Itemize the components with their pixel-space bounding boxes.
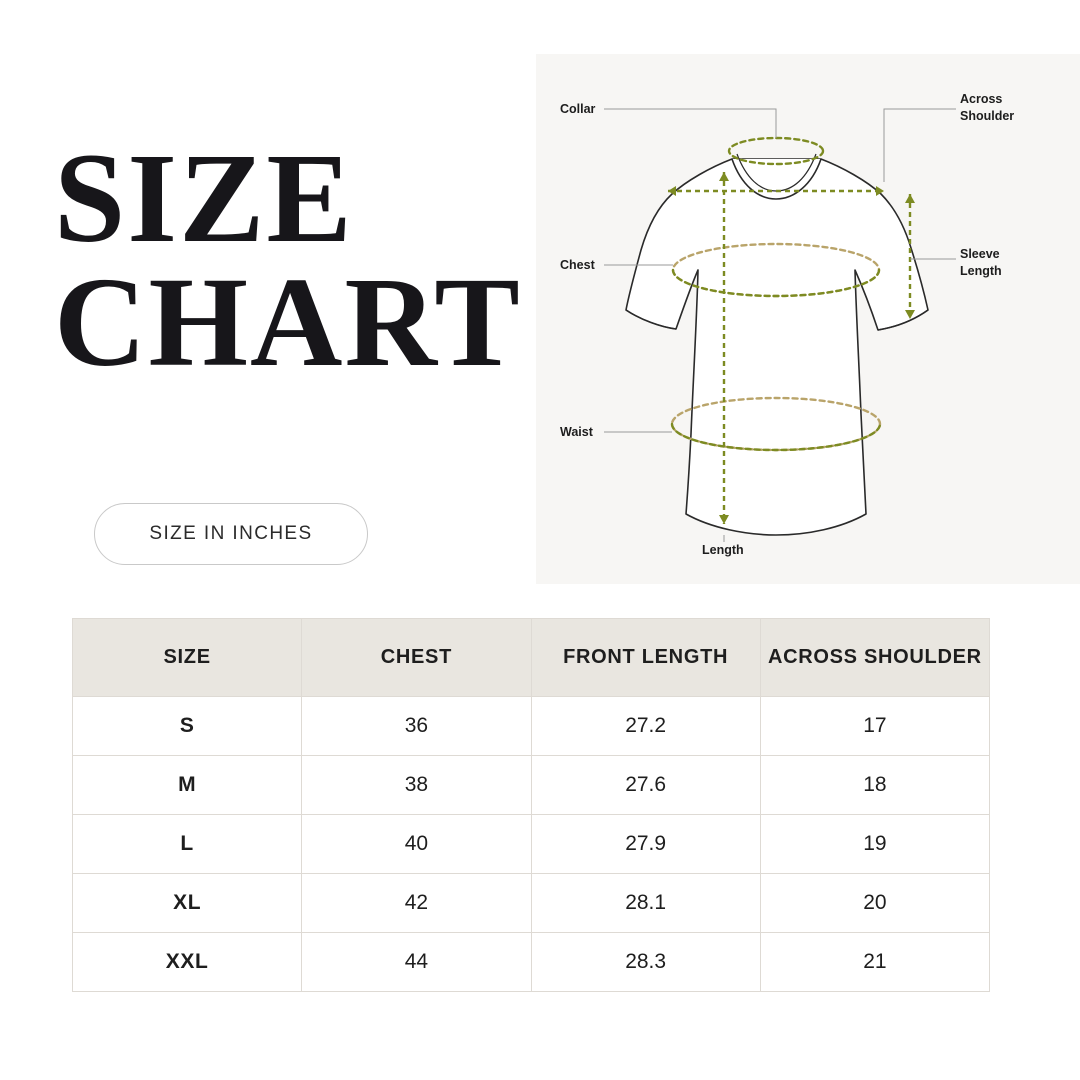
size-table-container: [72, 618, 990, 992]
cell-chest: 38: [302, 756, 531, 815]
cell-across-shoulder: 20: [760, 874, 989, 933]
table-row: [73, 933, 990, 992]
cell-front-length: 28.3: [531, 933, 760, 992]
tshirt-measurement-illustration: [536, 54, 1080, 584]
annotation-sleeve-length-line-2: Length: [960, 264, 1002, 278]
column-header-size: SIZE: [73, 619, 302, 697]
table-header-row: [73, 619, 990, 697]
cell-across-shoulder: 19: [760, 815, 989, 874]
cell-chest: 36: [302, 697, 531, 756]
cell-size: XL: [73, 874, 302, 933]
table-row: [73, 697, 990, 756]
cell-chest: 42: [302, 874, 531, 933]
column-header-across-shoulder: ACROSS SHOULDER: [760, 619, 989, 697]
annotation-length: Length: [702, 543, 744, 557]
cell-front-length: 27.9: [531, 815, 760, 874]
table-row: [73, 874, 990, 933]
cell-size: XXL: [73, 933, 302, 992]
page-title-line-2: CHART: [54, 250, 522, 393]
annotation-waist: Waist: [560, 425, 593, 439]
cell-across-shoulder: 17: [760, 697, 989, 756]
cell-front-length: 28.1: [531, 874, 760, 933]
annotation-across-shoulder-line-1: Across: [960, 92, 1003, 106]
cell-chest: 40: [302, 815, 531, 874]
table-row: [73, 815, 990, 874]
annotation-chest: Chest: [560, 258, 595, 272]
cell-size: M: [73, 756, 302, 815]
page-title: [54, 127, 574, 393]
size-units-pill[interactable]: [94, 503, 368, 565]
cell-across-shoulder: 21: [760, 933, 989, 992]
column-header-chest: CHEST: [302, 619, 531, 697]
annotation-collar: Collar: [560, 102, 596, 116]
annotation-across-shoulder-line-2: Shoulder: [960, 109, 1015, 123]
column-header-front-length: FRONT LENGTH: [531, 619, 760, 697]
annotation-sleeve-length-line-1: Sleeve: [960, 247, 1000, 261]
cell-front-length: 27.2: [531, 697, 760, 756]
page-title-line-1: SIZE: [54, 127, 354, 269]
cell-size: L: [73, 815, 302, 874]
cell-chest: 44: [302, 933, 531, 992]
table-row: [73, 756, 990, 815]
cell-size: S: [73, 697, 302, 756]
size-units-label: SIZE IN INCHES: [149, 523, 313, 544]
size-table: [72, 618, 990, 992]
cell-front-length: 27.6: [531, 756, 760, 815]
cell-across-shoulder: 18: [760, 756, 989, 815]
